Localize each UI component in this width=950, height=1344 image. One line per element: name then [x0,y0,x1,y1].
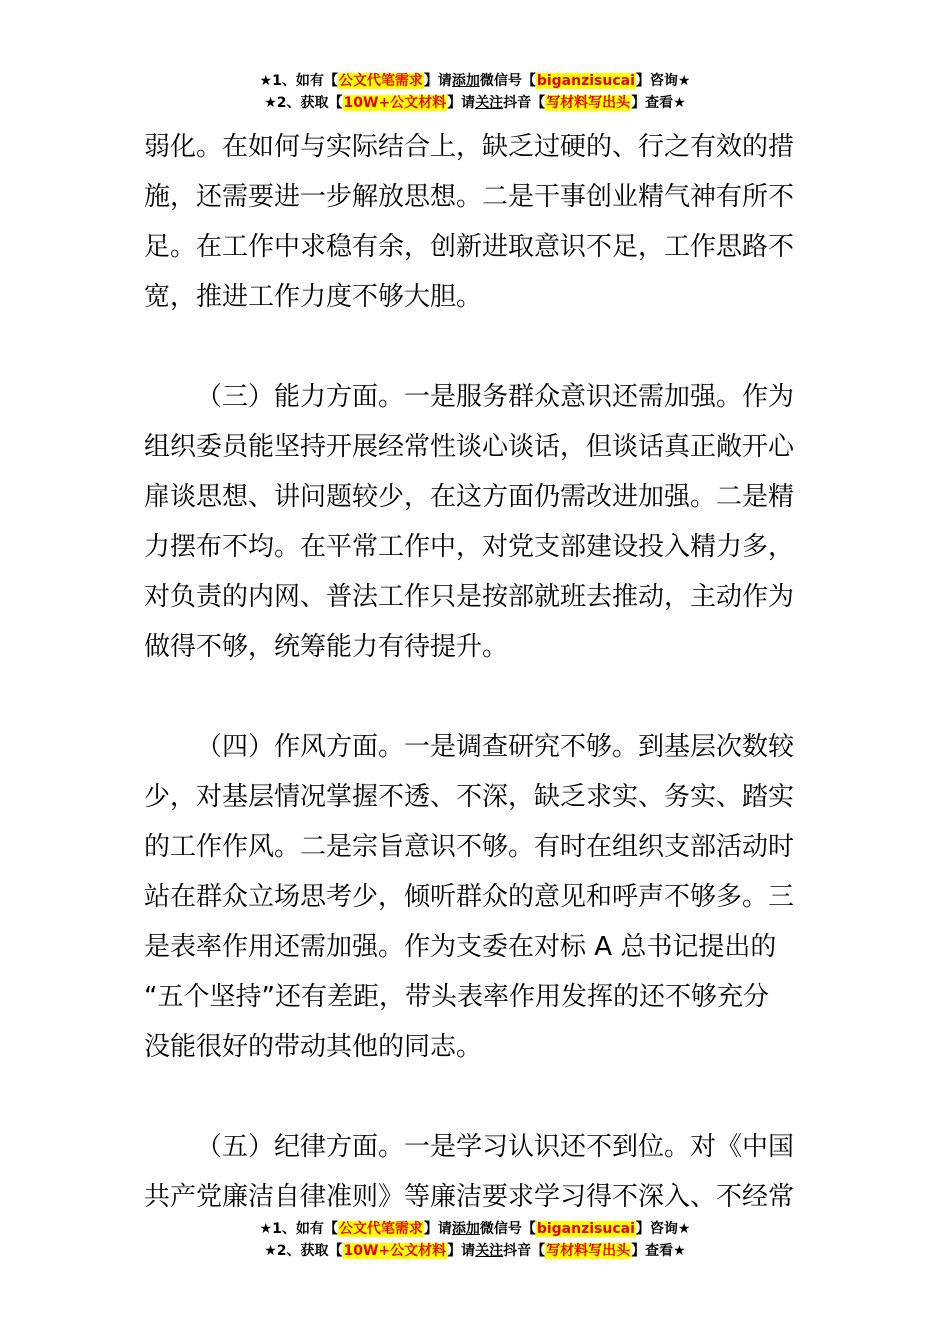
banner-text: 】查看★ [631,1243,686,1259]
banner-text: 】请 [447,95,476,111]
banner-text: ★2、获取【 [264,1243,343,1259]
text-line: 的工作作风。二是宗旨意识不够。有时在组织支部活动时 [144,832,795,862]
banner-text: 】请 [423,73,452,89]
banner-text: 】请 [423,1221,452,1237]
banner-text: 抖音【 [503,1243,546,1259]
section-heading-line: （五）纪律方面。一是学习认识还不到位。对《中国 [196,1132,795,1162]
text-line: 宽，推进工作力度不够大胆。 [144,282,483,312]
text-line: 少，对基层情况掌握不透、不深，缺乏求实、务实、踏实 [144,782,795,812]
banner-text: ★1、如有【 [259,1221,338,1237]
banner-highlight: biganzisucai [536,73,635,89]
banner-underlined: 关注 [475,95,504,111]
header-banner [0,70,950,114]
banner-highlight: 10W+公文材料 [343,95,447,111]
banner-text: 】咨询★ [635,1221,691,1237]
text-line: 施，还需要进一步解放思想。二是干事创业精气神有所不 [144,182,795,212]
banner-line-2 [0,1240,950,1262]
banner-underlined: 添加 [451,73,480,89]
paragraph-gap [144,322,808,372]
banner-highlight: 公文代笔需求 [338,1221,423,1237]
paragraph-gap [144,672,808,722]
text-line: 共产党廉洁自律准则》等廉洁要求学习得不深入、不经常 [144,1182,795,1212]
text-line: 扉谈思想、讲问题较少，在这方面仍需改进加强。二是精 [144,482,795,512]
banner-underlined: 添加 [451,1221,480,1237]
text-line: “五个坚持”还有差距，带头表率作用发挥的还不够充分 [144,982,769,1012]
banner-line-2 [0,92,950,114]
banner-highlight: 公文代笔需求 [338,73,423,89]
banner-highlight: 10W+公文材料 [343,1243,447,1259]
banner-line-1 [0,1218,950,1240]
banner-line-1 [0,70,950,92]
text-line: 做得不够，统筹能力有待提升。 [144,632,509,662]
footer-banner [0,1218,950,1262]
text-line: 力摆布不均。在平常工作中，对党支部建设投入精力多， [144,532,795,562]
document-body [144,122,808,1222]
banner-text: 微信号【 [479,73,536,89]
banner-text: ★2、获取【 [264,95,343,111]
paragraph-gap [144,1072,808,1122]
banner-highlight: 写材料写出头 [546,95,631,111]
section-heading-line: （四）作风方面。一是调查研究不够。到基层次数较 [196,732,795,762]
text-line: 站在群众立场思考少，倾听群众的意见和呼声不够多。三 [144,882,795,912]
banner-text: 抖音【 [503,95,546,111]
section-heading-line: （三）能力方面。一是服务群众意识还需加强。作为 [196,382,795,412]
banner-text: ★1、如有【 [259,73,338,89]
text-line: 是表率作用还需加强。作为支委在对标 A 总书记提出的 [144,932,777,962]
banner-text: 微信号【 [479,1221,536,1237]
banner-text: 】请 [447,1243,476,1259]
text-line: 弱化。在如何与实际结合上，缺乏过硬的、行之有效的措 [144,132,795,162]
banner-text: 】咨询★ [635,73,691,89]
text-line: 对负责的内网、普法工作只是按部就班去推动，主动作为 [144,582,795,612]
banner-highlight: 写材料写出头 [546,1243,631,1259]
banner-highlight: biganzisucai [536,1221,635,1237]
text-line: 组织委员能坚持开展经常性谈心谈话，但谈话真正敞开心 [144,432,795,462]
text-line: 足。在工作中求稳有余，创新进取意识不足，工作思路不 [144,232,795,262]
text-line: 没能很好的带动其他的同志。 [144,1032,483,1062]
banner-underlined: 关注 [475,1243,504,1259]
banner-text: 】查看★ [631,95,686,111]
